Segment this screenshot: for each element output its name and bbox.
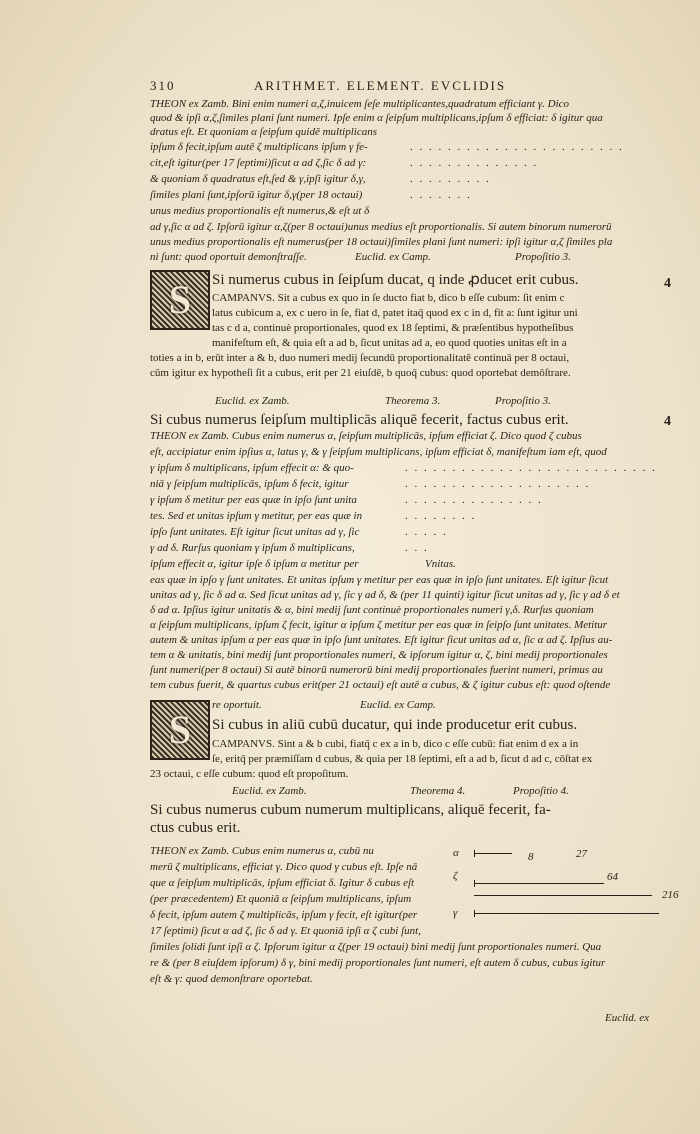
text-line: ipſum δ fecit,ipſum autē ζ multiplicans ipſum γ fe- (150, 141, 368, 153)
text-line: THEON ex Zamb. Cubus enim numerus α, cubū nu (150, 845, 374, 857)
margin-mark: 4 (664, 276, 671, 291)
text-line: merū ζ multiplicans, efficiat γ. Dico quod γ cubus eſt. Ipſe nā (150, 861, 418, 873)
section-label: Euclid. ex Camp. (360, 699, 436, 711)
dotted-rule: . . . (405, 542, 429, 554)
text-line: quod & ipſi α,ζ,ſimiles plani ſunt numeri. Ipſe enim α ſeipſum multiplicans,ipſum δ efficiat: δ igitur qua (150, 112, 603, 124)
text-line: manifeſtum eſt, & quia eſt a ad b, ſicut unitas ad a, eo quod quoties unitas eſt in a (212, 337, 567, 349)
text-line: toties a in b, erūt inter a & b, duo numeri medij ſecundū proportionalitatē continuā per 8 octaui, (150, 352, 570, 364)
proposition-heading: Si numerus cubus in ſeipſum ducat, q inde ꝓducet erit cubus. (212, 272, 579, 288)
dotted-rule: . . . . . . . (410, 189, 472, 201)
text-line: ad γ,ſic α ad ζ. Ipſorū igitur α,ζ(per 8 octaui)unus medius eſt proportionalis. Si autem binorum numerorū (150, 221, 612, 233)
text-line: eſt & γ: quod demonſtrare oportebat. (150, 973, 313, 985)
text-line: que α ſeipſum multiplicās, ipſum efficiat δ. Igitur δ cubus eſt (150, 877, 415, 889)
section-label: Propoſitio 4. (513, 785, 569, 797)
section-label: Euclid. ex Zamb. (232, 785, 307, 797)
text-line: autem & unitas ipſum α per eas quæ in ipſo ſunt unitates. Eſt igitur ſicut unitas ad α, ſic α ad ζ. Ipſius au- (150, 634, 613, 646)
decorated-initial: S (150, 700, 210, 760)
segment-alpha (474, 853, 512, 854)
text-line: (per præcedentem) Et quoniā α ſeipſum multiplicans, ipſum (150, 893, 412, 905)
running-title: ARITHMET. ELEMENT. EVCLIDIS (254, 78, 507, 93)
text-line: tem cubus fuerit, & quartus cubus erit(per 21 octaui) eſt autē α cubus, & ζ igitur cubus eſt: quod oſtende (150, 679, 611, 691)
text-line: re & (per 8 eiuſdem ipſorum) δ γ, bini medij proportionales ſunt numeri, eſt autem δ cubus, cubus igitur (150, 957, 606, 969)
segment-delta (474, 895, 652, 896)
section-label: Propoſitio 3. (515, 251, 571, 263)
decorated-initial: S (150, 270, 210, 330)
dotted-rule: . . . . . . . . (405, 510, 477, 522)
text-line: δ ad α. Ipſius igitur unitatis & α, bini medij ſunt continuè proportionales numeri γ,δ. Rurſus quoniam (150, 604, 594, 616)
text-line: eſt, accipiatur enim ipſius α, latus γ, & γ ſeipſum multiplicans, ipſum efficiat δ, manifeſtum iam eſt, quod (150, 446, 607, 458)
proposition-heading: ctus cubus erit. (150, 820, 241, 836)
tick (474, 850, 475, 857)
text-line: THEON ex Zamb. Bini enim numeri α,ζ,inuicem ſeſe multiplicantes,quadratum efficiant γ. Dico (150, 98, 570, 110)
proposition-heading: Si cubus numerus ſeipſum multiplicās aliquē fecerit, factus cubus erit. (150, 412, 569, 428)
text-line: ſe, eritq̄ per præmiſſam d cubus, & quia per 18 ſeptimi, eſt a ad b, ſicut d ad c, cōſtat ex (212, 753, 593, 765)
text-line: re oportuit. (212, 699, 262, 711)
text-line: ſimiles plani ſunt,ipſorū igitur δ,γ(per 18 octaui) (150, 189, 363, 201)
text-line: unus medius proportionalis eſt numerus,& eſt ut δ (150, 205, 370, 217)
section-label: Theorema 3. (385, 395, 441, 407)
section-label: Propoſitio 3. (495, 395, 551, 407)
text-line: tas c d a, continuè proportionales, quod ex 18 ſeptimi, & præſentibus hypotheſibus (212, 322, 574, 334)
dotted-rule: . . . . . . . . . . . . . . . . . . . . . . . (410, 141, 624, 153)
diagram-label-alpha: α (453, 847, 459, 859)
dotted-rule: . . . . . . . . . . . . . . . . . . . . . . . . . . . (405, 462, 657, 474)
section-label: Euclid. ex Camp. (355, 251, 431, 263)
text-line: γ ad δ. Rurſus quoniam γ ipſum δ multiplicans, (150, 542, 355, 554)
tick (474, 880, 475, 887)
unitas-label: Vnitas. (425, 558, 456, 570)
text-line: tem α & unitatis, bini medij ſunt proportionales numeri, & ipſorum igitur α, ζ, bini medij proportionales (150, 649, 608, 661)
proposition-heading: Si cubus numerus cubum numerum multiplicans, aliquē fecerit, fa- (150, 802, 551, 818)
dotted-rule: . . . . . . . . . (410, 173, 491, 185)
text-line: unitas ad γ, ſic δ ad α. Sed ſicut unitas ad γ, ſic γ ad δ, & (per 11 quinti) igitur ſicut unitas ad γ, ſic γ ad δ et (150, 589, 620, 601)
catchword: Euclid. ex (605, 1012, 649, 1024)
text-line: ſunt numeri(per 8 octaui) Si autē binorū numerorū bini medij proportionales fuerint numeri, primus au (150, 664, 603, 676)
text-line: tes. Sed et unitas ipſum γ metitur, per eas quæ in (150, 510, 363, 522)
value-216: 216 (662, 889, 679, 901)
text-line: ſimiles ſolidi ſunt ipſi α ζ. Ipſorum igitur α ζ(per 19 octaui) bini medij ſunt proportionales numeri. Qua (150, 941, 602, 953)
text-line: latus cubicum a, ex c uero in ſe, fiat d, patet itaq̄ quod ex c in d, fit a: ſunt igitur uni (212, 307, 578, 319)
text-line: α ſeipſum multiplicans, ipſum ζ fecit, igitur α ipſum ζ metitur per eas quæ in ſeipſo ſunt unitates. Metitur (150, 619, 608, 631)
text-line: unus medius proportionalis eſt numerus(per 18 octaui)ſimiles plani ſunt numeri: ipſi igitur α,ζ ſimiles pla (150, 236, 613, 248)
margin-mark: 4 (664, 414, 671, 429)
text-line: γ ipſum δ metitur per eas quæ in ipſo ſunt unita (150, 494, 357, 506)
text-line: ipſo ſunt unitates. Eſt igitur ſicut unitas ad γ, ſic (150, 526, 360, 538)
segment-zeta (474, 883, 604, 884)
diagram-label-zeta: ζ (453, 870, 458, 882)
page-number: 310 (150, 78, 176, 93)
tick (474, 910, 475, 917)
text-line: cūm igitur ex hypotheſi ſit a cubus, erit per 21 eiuſdē, b quoq̄ cubus: quod oportebat demōſtrare. (150, 367, 571, 379)
dotted-rule: . . . . . (405, 526, 448, 538)
text-line: CAMPANVS. Sit a cubus ex quo in ſe ducto fiat b, dico b eſſe cubum: ſit enim c (212, 292, 565, 304)
section-label: Theorema 4. (410, 785, 466, 797)
text-line: ni ſunt: quod oportuit demonſtraſſe. (150, 251, 307, 263)
text-line: CAMPANVS. Sint a & b cubi, fiatq̄ c ex a in b, dico c eſſe cubū: fiat enim d ex a in (212, 738, 579, 750)
value-8: 8 (528, 851, 534, 863)
text-line: 17 ſeptimi) ſicut α ad ζ, ſic δ ad γ. Et quoniā ipſi α ζ cubi ſunt, (150, 925, 421, 937)
segment-gamma (474, 913, 659, 914)
text-line: niā γ ſeipſum multiplicās, ipſum δ fecit, igitur (150, 478, 349, 490)
text-line: δ fecit, ipſum autem ζ multiplicās, ipſum γ fecit, eſt igitur(per (150, 909, 418, 921)
text-line: ipſum effecit α, igitur ipſe δ ipſum α metitur per (150, 558, 359, 570)
text-line: & quoniam δ quadratus eſt,ſed & γ,ipſi igitur δ,γ, (150, 173, 366, 185)
dotted-rule: . . . . . . . . . . . . . . (410, 157, 539, 169)
text-line: γ ipſum δ multiplicans, ipſum effecit α: & quo- (150, 462, 354, 474)
text-line: 23 octaui, c eſſe cubum: quod eſt propoſitum. (150, 768, 349, 780)
text-line: dratus eſt. Et quoniam α ſeipſum quidē multiplicans (150, 126, 377, 138)
dotted-rule: . . . . . . . . . . . . . . . (405, 494, 543, 506)
section-label: Euclid. ex Zamb. (215, 395, 290, 407)
text-line: eas quæ in ipſo γ ſunt unitates. Et unitas ipſum γ metitur per eas quæ in ipſo ſunt unitates. Eſt igitur ſicut (150, 574, 609, 586)
value-27: 27 (576, 848, 587, 860)
text-line: cit,eſt igitur(per 17 ſeptimi)ſicut α ad ζ,ſic δ ad γ: (150, 157, 367, 169)
value-64: 64 (607, 871, 618, 883)
dotted-rule: . . . . . . . . . . . . . . . . . . . . (405, 478, 591, 490)
text-line: THEON ex Zamb. Cubus enim numerus α, ſeipſum multiplicās, ipſum efficiat ζ. Dico quod ζ cubus (150, 430, 582, 442)
diagram-label-gamma: γ (453, 907, 458, 919)
proposition-heading: Si cubus in aliū cubū ducatur, qui inde producetur erit cubus. (212, 717, 578, 733)
